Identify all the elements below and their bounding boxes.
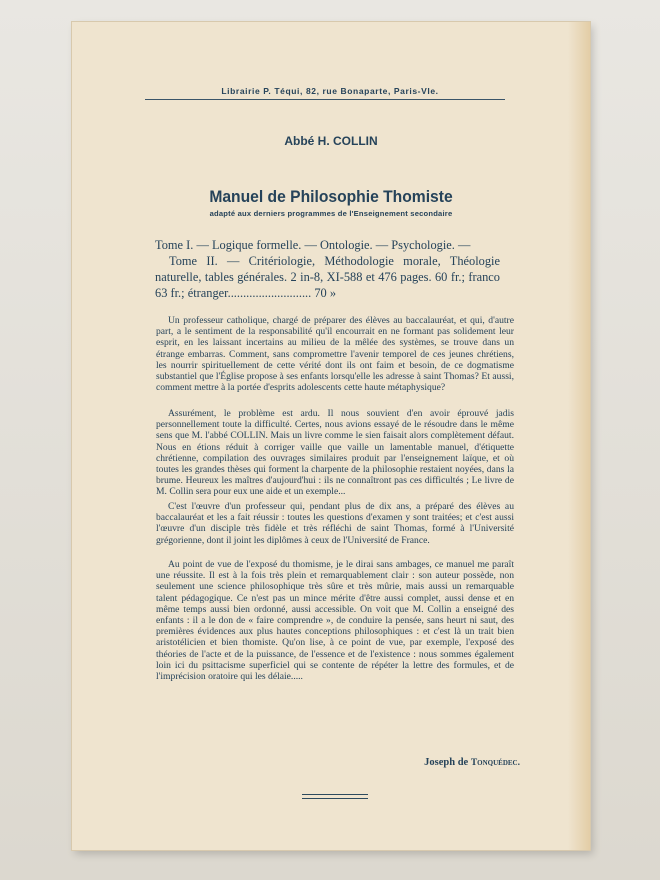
tomes-listing [155, 237, 500, 301]
review-paragraph-4: Au point de vue de l'exposé du thomisme, je le dirai sans ambages, ce manuel me paraît une réussite. Il est à la fois très plein et remarquablement clair : son auteur possède, non seulement une science philosophique très sûre et très mûrie, mais aussi un remarquable talent pédagogique. Ce n'est pas un mince mérite d'être aussi complet, aussi dense et en même temps aussi bien ordonné, aussi accessible. On voit que M. Collin a enseigné des enfants : il a le don de « faire comprendre », de conduire la pensée, sans heurt ni saut, des premières évidences aux plus hautes conceptions philosophiques : et c'est là un trait bien aristotélicien et bien thomiste. Qu'on lise, à ce point de vue, par exemple, l'exposé des théories de l'acte et de la puissance, de l'essence et de l'existence : nous sommes également loin ici du psittacisme superficiel qui se contente de répéter la lettre des formules, et de l'imprécision oratoire qui les délaie..... [156, 559, 514, 683]
signature [410, 757, 520, 768]
review-paragraph-2: Assurément, le problème est ardu. Il nous souvient d'en avoir éprouvé jadis personnellement toute la difficulté. Certes, nous avions essayé de le résoudre dans le même sens que M. l'abbé COLLIN. Mais un livre comme le sien faisait alors complètement défaut. Nous en étions réduit à corriger vaille que vaille un lamentable manuel, d'étiquette chrétienne, compilation des ouvrages similaires produit par l'enseignement laïque, et où toutes les grandes thèses qui forment la charpente de la philosophie restaient noyées, dans la brume. Heureux les maîtres d'aujourd'hui : ils ne connaîtront pas ces difficultés ; Le livre de M. Collin sera pour eux une aide et un exemple... [156, 408, 514, 498]
review-paragraph-3: C'est l'œuvre d'un professeur qui, pendant plus de dix ans, a préparé des élèves au baccalauréat et les a fait réussir : toutes les questions d'examen y sont traitées; et c'est aussi l'œuvre d'un disciple très fidèle et très réfléchi de saint Thomas, formé à l'Université grégorienne, dont il joint les diplômes à ceux de l'Université de France. [156, 501, 514, 546]
review-paragraph-1: Un professeur catholique, chargé de préparer des élèves au baccalauréat, et qui, d'autre part, a le sentiment de la responsabilité qu'il encourrait en ne formant pas solidement leur esprit, en les laissant incertains au milieu de la mêlée des systèmes, se trouve dans un étrange embarras. Comment, sans compromettre l'avenir temporel de ces jeunes chrétiens, les nourrir spirituellement de cette vérité dont ils ont faim et besoin, de ce dogmatisme substantiel que l'Église propose à ses enfants lorsqu'elle les adresse à saint Thomas? Et aussi, comment mettre à la portée d'esprits adolescents cette haute métaphysique? [156, 315, 514, 394]
signature-first: Joseph de [424, 757, 469, 768]
tome-1: Tome I. — Logique formelle. — Ontologie. — Psychologie. — [155, 238, 471, 252]
author-name: Abbé H. COLLIN [284, 134, 378, 148]
imprint-rule [145, 99, 505, 100]
publisher-imprint: Librairie P. Téqui, 82, rue Bonaparte, Paris-VIe. [221, 86, 439, 96]
tome-2: Tome II. — Critériologie, Méthodologie morale, Théologie naturelle, tables générales. 2 in-8, XI-588 et 476 pages. 60 fr.; franco 63 fr.; étranger........................... 70 » [155, 254, 500, 300]
closing-rule [302, 794, 368, 799]
book-title: Manuel de Philosophie Thomiste [209, 187, 453, 206]
signature-last: Tonquédec. [470, 758, 520, 768]
book-subtitle: adapté aux derniers programmes de l'Enseignement secondaire [209, 209, 453, 218]
